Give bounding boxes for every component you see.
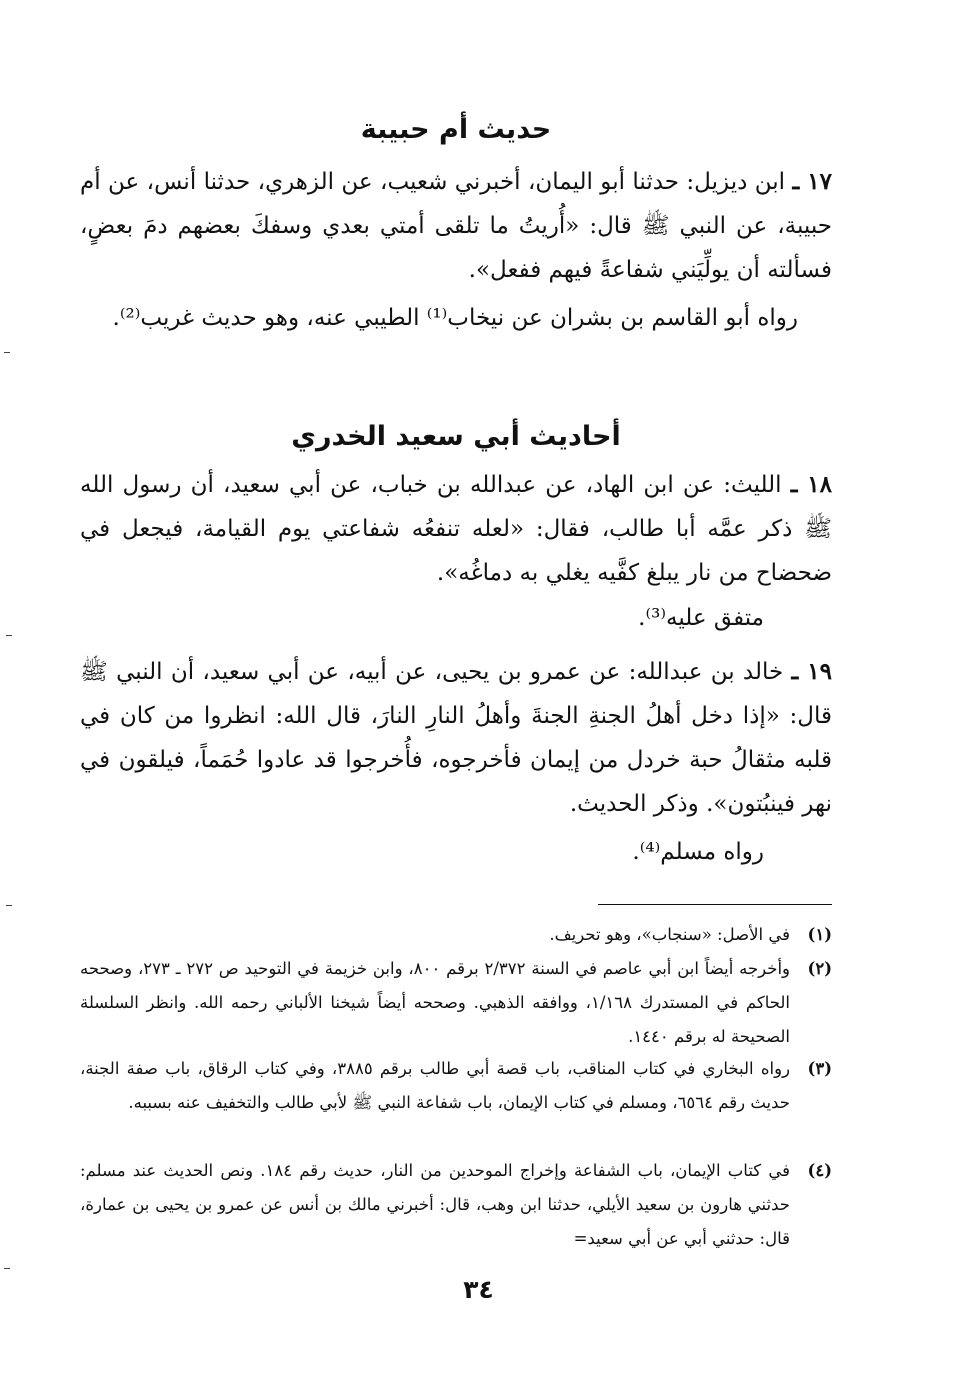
hadith-text: خالد بن عبدالله: عن عمرو بن يحيى، عن أبيه، عن أبي سعيد، أن النبي ﷺ قال: «إذا دخل أهلُ الجنةِ الجنةَ وأهلُ النارِ النارَ، قال الله: انظروا من كان في قلبه مثقالُ حبة خردل من إيمان فأخرجوه، فأُخرجوا قد عادوا حُمَماً، فيلقون في نهر فينبُتون». وذكر الحديث.	[80, 659, 832, 817]
footnote-text: وأخرجه أيضاً ابن أبي عاصم في السنة ٢/٣٧٢ برقم ٨٠٠، وابن خزيمة في التوحيد ص ٢٧٢ ـ ٢٧٣، وصححه الحاكم في المستدرك ١/١٦٨، ووافقه الذهبي. وصححه أيضاً شيخنا الألباني رحمه الله. وانظر السلسلة الصحيحة له برقم ١٤٤٠.	[80, 959, 790, 1046]
hadith-18	[80, 463, 832, 595]
hadith-number: ١٩ ـ	[791, 658, 833, 685]
footnote-1	[80, 918, 832, 952]
footnote-number: (٣)	[807, 1059, 832, 1078]
footnote-number: (٤)	[807, 1161, 832, 1180]
footnote-text: رواه البخاري في كتاب المناقب، باب قصة أبي طالب برقم ٣٨٨٥، وفي كتاب الرقاق، باب صفة الجنة، حديث رقم ٦٥٦٤، ومسلم في كتاب الإيمان، باب شفاعة النبي ﷺ لأبي طالب والتخفيف عنه بسببه.	[80, 1059, 791, 1112]
hadith-17	[80, 160, 832, 292]
scan-margin-mark	[6, 905, 12, 906]
section-title-abu-saeed: أحاديث أبي سعيد الخدري	[291, 421, 621, 452]
footnote-text: في الأصل: «سنجاب»، وهو تحريف.	[549, 925, 790, 944]
footnote-4	[80, 1154, 832, 1256]
footnote-separator	[598, 904, 832, 905]
hadith-19-source	[80, 830, 832, 874]
footnote-2	[80, 952, 832, 1054]
scan-margin-mark	[4, 352, 10, 353]
hadith-text: الليث: عن ابن الهاد، عن عبدالله بن خباب، عن أبي سعيد، أن رسول الله ﷺ ذكر عمَّه أبا طالب، فقال: «لعله تنفعُه شفاعتي يوم القيامة، فيجعل في ضحضاح من نار يبلغ كفَّيه يغلي به دماغُه».	[80, 472, 832, 586]
hadith-19	[80, 650, 832, 826]
source-text: متفق عليه⁽³⁾.	[638, 605, 764, 631]
hadith-number: ١٧ ـ	[792, 168, 833, 195]
scan-margin-mark	[6, 635, 12, 636]
hadith-18-source	[80, 596, 832, 640]
footnote-text: في كتاب الإيمان، باب الشفاعة وإخراج الموحدين من النار، حديث رقم ١٨٤. ونص الحديث عند مسلم: حدثني هارون بن سعيد الأيلي، حدثنا ابن وهب، قال: أخبرني مالك بن أنس عن عمرو بن يحيى بن عمارة، قال: حدثني أبي عن أبي سعيد=	[80, 1161, 790, 1248]
hadith-number: ١٨ ـ	[790, 471, 833, 498]
hadith-17-source	[80, 296, 832, 340]
source-text: رواه أبو القاسم بن بشران عن نيخاب⁽¹⁾ الطيبي عنه، وهو حديث غريب⁽²⁾.	[112, 305, 798, 331]
page-number: ٣٤	[463, 1275, 494, 1304]
footnote-number: (٢)	[807, 959, 832, 978]
hadith-text: ابن ديزيل: حدثنا أبو اليمان، أخبرني شعيب، عن الزهري، حدثنا أنس، عن أم حبيبة، عن النبي ﷺ قال: «أُريتُ ما تلقى أمتي بعدي وسفكَ بعضهم دمَ بعضٍ، فسألته أن يولِّيَني شفاعةً فيهم ففعل».	[80, 169, 832, 283]
source-text: رواه مسلم⁽⁴⁾.	[632, 839, 764, 865]
footnote-3	[80, 1052, 832, 1120]
section-title-umm-habiba: حديث أم حبيبة	[360, 114, 552, 145]
scan-margin-mark	[4, 1268, 10, 1269]
footnote-number: (١)	[807, 925, 832, 944]
